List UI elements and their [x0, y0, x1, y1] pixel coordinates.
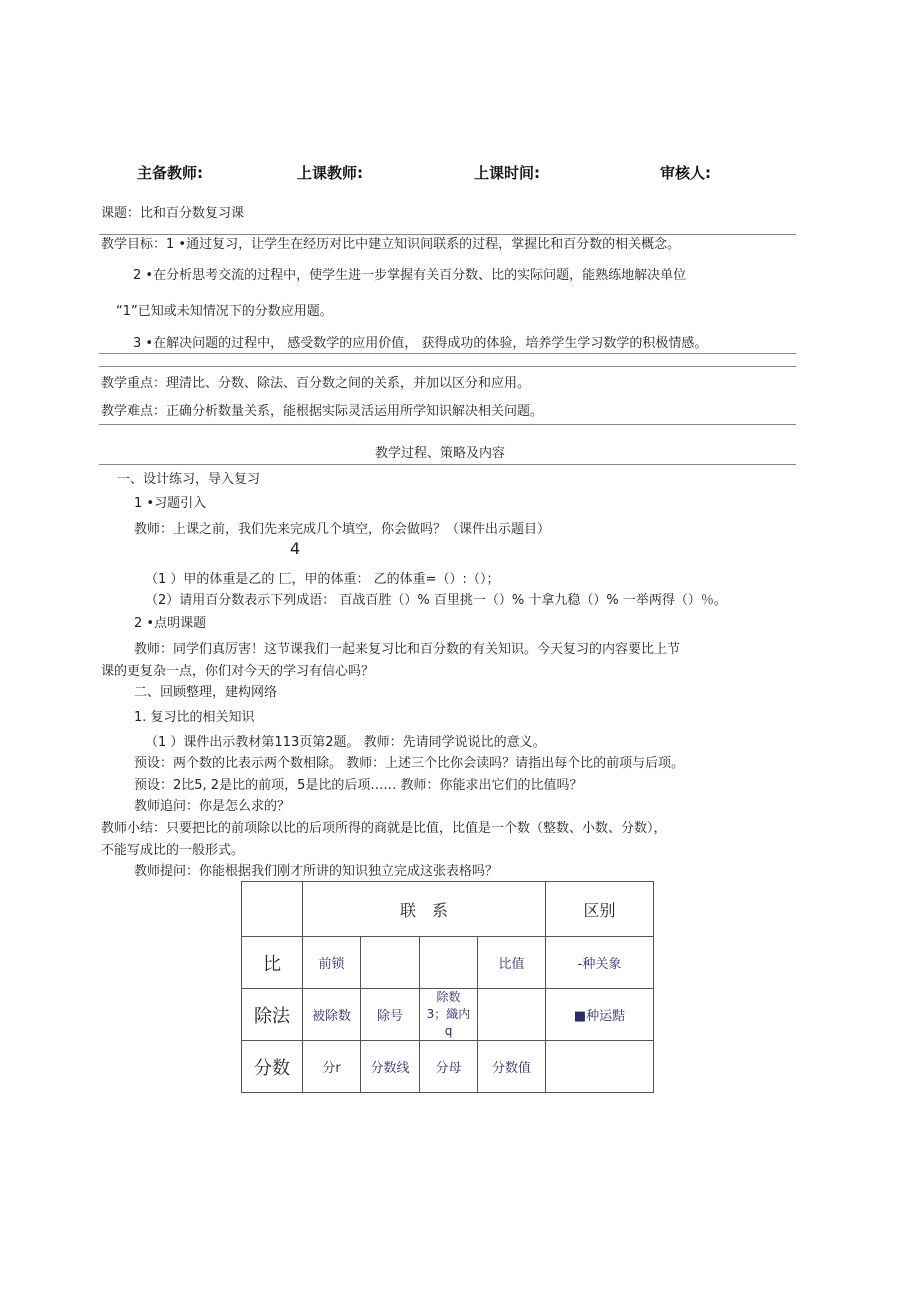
table-cell-diff: -种关象: [546, 937, 654, 989]
table-row: [242, 989, 654, 1041]
divider: [99, 424, 796, 425]
subsection-heading: 1 •习题引入: [134, 496, 207, 511]
paragraph: 预设：2比5, 2是比的前项，5是比的后项…… 教师：你能求出它们的比值吗？: [134, 778, 583, 793]
table-cell: [420, 937, 478, 989]
table-cell: 前锁: [303, 937, 361, 989]
key-point: 教学重点：理清比、分数、除法、百分数之间的关系，并加以区分和应用。: [101, 376, 531, 391]
paragraph-cont: 不能写成比的一般形式。: [101, 843, 245, 858]
question-1: （1 ）甲的体重是乙的 匚，甲的体重： 乙的体重=（）:（）；: [145, 572, 500, 587]
table-cell: [361, 937, 420, 989]
table-cell: 除号: [361, 989, 420, 1041]
goal-1: 教学目标：1 •通过复习，让学生在经历对比中建立知识间联系的过程，掌握比和百分数的相关概念。: [101, 237, 681, 252]
goal-2-cont: “1”已知或未知情况下的分数应用题。: [116, 304, 333, 319]
row-head: 分数: [242, 1041, 303, 1093]
divider: [99, 234, 796, 235]
subsection-heading: 1. 复习比的相关知识: [134, 710, 255, 725]
table-cell-diff: [546, 1041, 654, 1093]
paragraph: 教师追问：你是怎么求的？: [134, 799, 291, 814]
divider: [99, 464, 796, 465]
time-label: 上课时间:: [474, 164, 540, 182]
table-cell-diff: ■种运黠: [546, 989, 654, 1041]
table-cell: 被除数: [303, 989, 361, 1041]
lead-teacher-label: 主备教师:: [137, 164, 203, 182]
paragraph: 教师：上课之前，我们先来完成几个填空，你会做吗？（课件出示题目）: [134, 522, 551, 537]
row-head: 除法: [242, 989, 303, 1041]
fraction-numerator: 4: [290, 539, 301, 558]
table-row: [242, 1041, 654, 1093]
paragraph: 预设：两个数的比表示两个数相除。 教师：上述三个比你会读吗？请指出每个比的前项与后项。: [134, 756, 685, 771]
table-cell: 分数值: [478, 1041, 546, 1093]
table-row: [242, 937, 654, 989]
goal-2: 2 •在分析思考交流的过程中，使学生进一步掌握有关百分数、比的实际问题，能熟练地解决单位: [133, 268, 687, 283]
paragraph: （1 ）课件出示教材第113页第2题。 教师：先请同学说说比的意义。: [145, 735, 546, 750]
process-title: 教学过程、策略及内容: [375, 446, 506, 461]
table-cell: 比值: [478, 937, 546, 989]
paragraph: 教师：同学们真厉害！这节课我们一起来复习比和百分数的有关知识。今天复习的内容要比上节: [134, 642, 681, 657]
table-header-lianxi: 联 系: [303, 882, 546, 937]
divider: [99, 353, 796, 354]
row-head: 比: [242, 937, 303, 989]
goal-3: 3 •在解决问题的过程中， 感受数学的应用价值， 获得成功的体验，培养学生学习数学的积极情感。: [133, 336, 708, 351]
reviewer-label: 审核人:: [660, 164, 711, 182]
section-1-heading: 一、设计练习，导入复习: [117, 472, 261, 487]
table-cell: [478, 989, 546, 1041]
question-2: （2）请用百分数表示下列成语： 百战百胜（）% 百里挑一（）% 十拿九稳（）% 一举两得（）％。: [145, 593, 727, 608]
paragraph: 教师提问：你能根据我们刚才所讲的知识独立完成这张表格吗？: [134, 864, 499, 879]
table-corner-cell: [242, 882, 303, 937]
table-cell: 分数线: [361, 1041, 420, 1093]
paragraph-cont: 课的更复杂一点，你们对今天的学习有信心吗？: [101, 664, 375, 679]
topic: 课题：比和百分数复习课: [101, 206, 245, 221]
comparison-table: [241, 881, 654, 1093]
difficult-point: 教学难点：正确分析数量关系，能根据实际灵活运用所学知识解决相关问题。: [101, 404, 544, 419]
table-cell: 除数 3；織内 q: [420, 989, 478, 1041]
table-cell: 分母: [420, 1041, 478, 1093]
section-2-heading: 二、回顾整理，建构网络: [134, 685, 278, 700]
teacher-label: 上课教师:: [297, 164, 363, 182]
table-header-qubie: 区别: [546, 882, 654, 937]
paragraph: 教师小结：只要把比的前项除以比的后项所得的商就是比值，比值是一个数（整数、小数、分数），: [101, 821, 667, 836]
table-cell: 分r: [303, 1041, 361, 1093]
subsection-heading: 2 •点明课题: [134, 616, 207, 631]
divider: [99, 366, 796, 367]
